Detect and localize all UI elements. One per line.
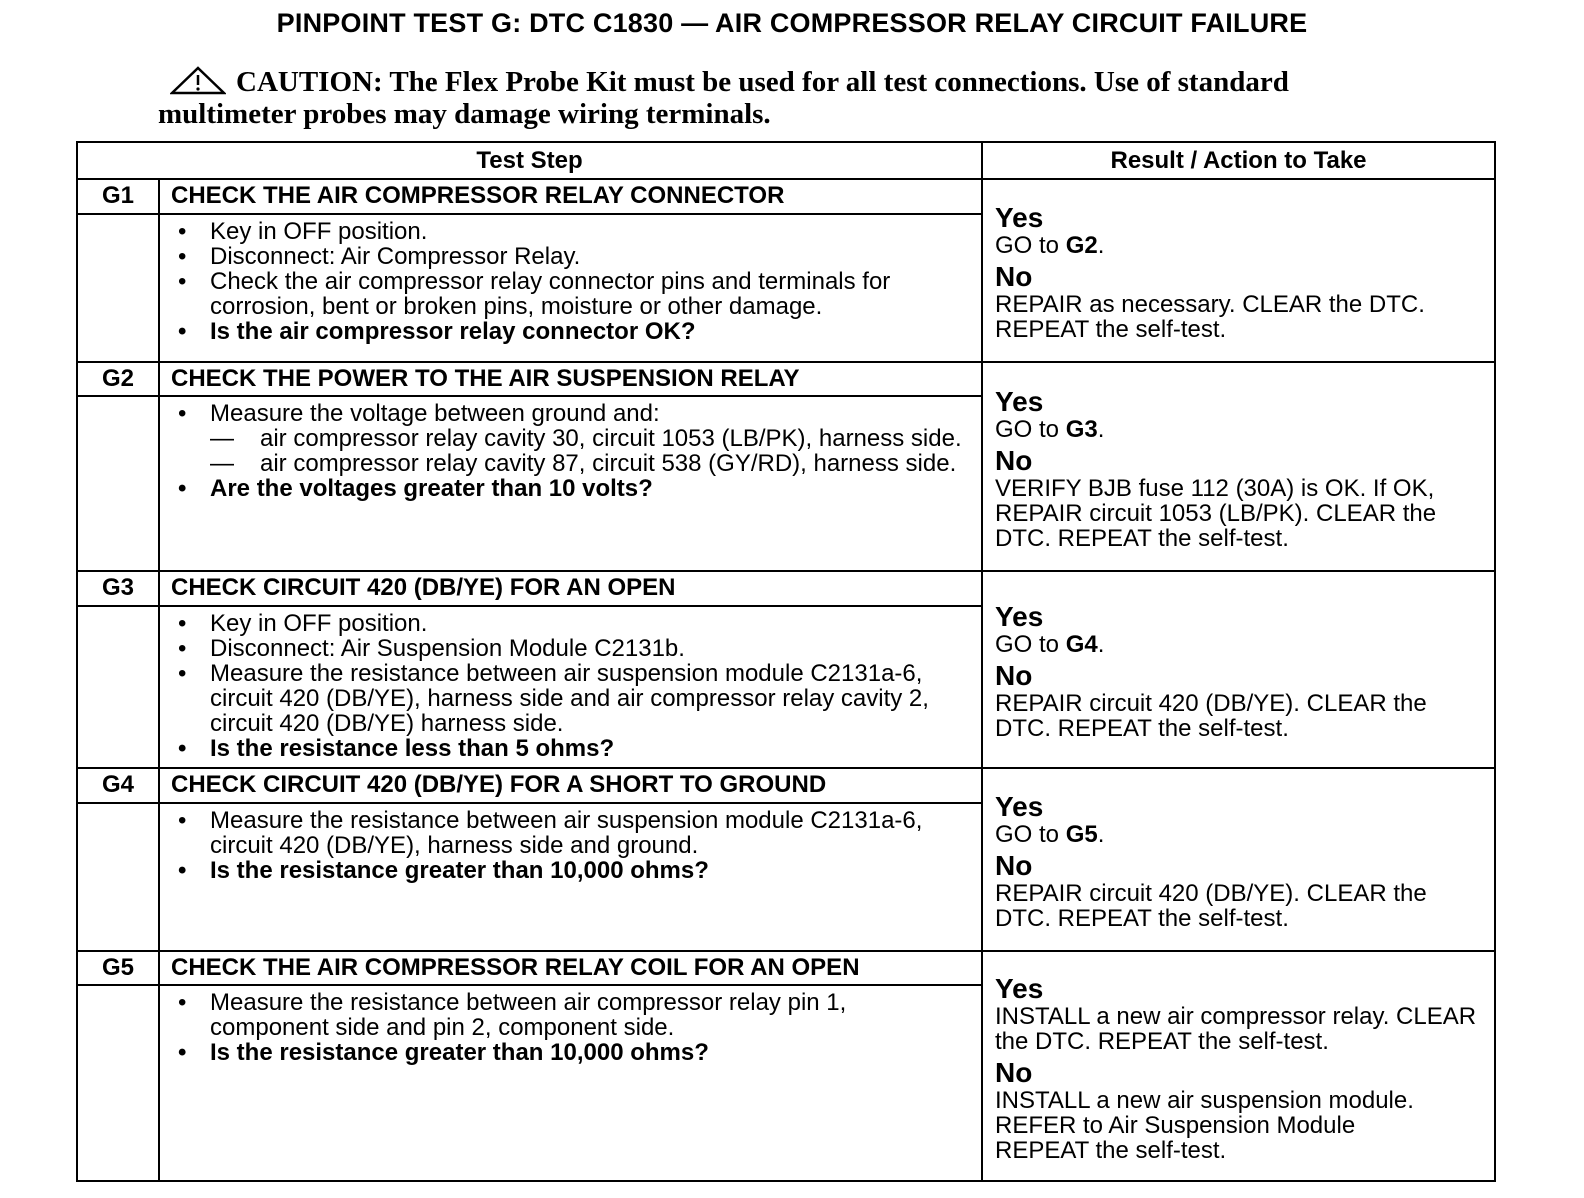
dash-item: — air compressor relay cavity 30, circuit 1053 (LB/PK), harness side. (178, 426, 971, 451)
no-action-line: REPEAT the self-test. (995, 1136, 1227, 1164)
step-heading: CHECK THE POWER TO THE AIR SUSPENSION RELAY (159, 362, 982, 396)
question-item: • Is the resistance greater than 10,000 ohms? (178, 1040, 971, 1065)
no-action: VERIFY BJB fuse 112 (30A) is OK. If OK, REPAIR circuit 1053 (LB/PK). CLEAR the DTC. REPEAT the self-test. (995, 474, 1437, 552)
yes-label: Yes (995, 202, 1044, 233)
warning-triangle-icon (170, 66, 226, 96)
no-action-line: INSTALL a new air suspension module. (995, 1086, 1414, 1114)
no-label: No (995, 850, 1033, 881)
step-heading: CHECK CIRCUIT 420 (DB/YE) FOR AN OPEN (159, 571, 982, 606)
no-action: REPAIR circuit 420 (DB/YE). CLEAR the DTC. REPEAT the self-test. (995, 880, 1427, 932)
bullet-item: • Check the air compressor relay connector pins and terminals for corrosion, bent or broken pins, moisture or other damage. (178, 269, 971, 319)
no-action (995, 1088, 1484, 1163)
step-g4-heading-row (77, 768, 1495, 803)
caution-notice (158, 66, 1358, 130)
yes-action: GO to G2. (995, 232, 1105, 259)
question-item: • Are the voltages greater than 10 volts? (178, 476, 971, 501)
step-g5-result (982, 951, 1495, 1181)
step-g5-instructions (159, 985, 982, 1181)
question-item: • Is the air compressor relay connector OK? (178, 319, 971, 344)
yes-action: GO to G5. (995, 821, 1105, 848)
step-g3-result (982, 571, 1495, 768)
step-heading: CHECK THE AIR COMPRESSOR RELAY COIL FOR AN OPEN (159, 951, 982, 985)
step-g3-heading-row (77, 571, 1495, 606)
result-action-header: Result / Action to Take (982, 142, 1495, 179)
step-heading: CHECK CIRCUIT 420 (DB/YE) FOR A SHORT TO GROUND (159, 768, 982, 803)
yes-label: Yes (995, 972, 1044, 1004)
no-action-line: REFER to Air Suspension Module (995, 1111, 1356, 1139)
step-g4-result (982, 768, 1495, 951)
step-g5-heading-row (77, 951, 1495, 985)
no-label: No (995, 444, 1033, 476)
pinpoint-test-table (76, 141, 1496, 1182)
step-g1-result (982, 179, 1495, 362)
yes-label: Yes (995, 791, 1044, 822)
goto-link: G5 (1065, 821, 1098, 848)
step-g4-instructions (159, 803, 982, 951)
no-action: REPAIR circuit 420 (DB/YE). CLEAR the DTC. REPEAT the self-test. (995, 690, 1427, 742)
question-item: • Is the resistance less than 5 ohms? (178, 736, 971, 761)
no-label: No (995, 1056, 1033, 1088)
bullet-item: • Key in OFF position. (178, 219, 971, 244)
goto-link: G2 (1065, 232, 1098, 259)
step-code: G4 (77, 768, 159, 803)
no-label: No (995, 660, 1033, 691)
yes-action: INSTALL a new air compressor relay. CLEAR the DTC. REPEAT the self-test. (995, 1002, 1477, 1055)
step-heading: CHECK THE AIR COMPRESSOR RELAY CONNECTOR (159, 179, 982, 214)
page-title: PINPOINT TEST G: DTC C1830 — AIR COMPRESSOR RELAY CIRCUIT FAILURE (276, 8, 1308, 38)
no-action: REPAIR as necessary. CLEAR the DTC. REPEAT the self-test. (995, 291, 1425, 343)
bullet-item: • Key in OFF position. (178, 611, 971, 636)
goto-link: G3 (1065, 415, 1098, 443)
bullet-item: • Measure the voltage between ground and: (178, 401, 971, 426)
goto-link: G4 (1065, 631, 1098, 658)
bullet-item: • Measure the resistance between air suspension module C2131a-6, circuit 420 (DB/YE), harness side and ground. (178, 808, 971, 858)
table-header-row (77, 142, 1495, 179)
yes-label: Yes (995, 601, 1044, 632)
step-g2-result (982, 362, 1495, 571)
yes-action: GO to G4. (995, 631, 1105, 658)
question-item: • Is the resistance greater than 10,000 ohms? (178, 858, 971, 883)
dash-item: — air compressor relay cavity 87, circuit 538 (GY/RD), harness side. (178, 451, 971, 476)
no-label: No (995, 261, 1033, 292)
test-step-header: Test Step (77, 142, 982, 179)
yes-action: GO to G3. (995, 415, 1105, 443)
step-g2-instructions (159, 396, 982, 571)
step-code: G3 (77, 571, 159, 606)
step-code: G5 (77, 951, 159, 985)
step-g3-instructions (159, 606, 982, 768)
step-g1-instructions (159, 214, 982, 362)
step-g2-heading-row (77, 362, 1495, 396)
bullet-item: • Disconnect: Air Compressor Relay. (178, 244, 971, 269)
bullet-item: • Disconnect: Air Suspension Module C2131b. (178, 636, 971, 661)
step-code: G2 (77, 362, 159, 396)
caution-text: CAUTION: The Flex Probe Kit must be used for all test connections. Use of standard multimeter probes may damage wiring terminals. (158, 66, 1289, 130)
step-code: G1 (77, 179, 159, 214)
step-g1-heading-row (77, 179, 1495, 214)
yes-label: Yes (995, 385, 1044, 417)
bullet-item: • Measure the resistance between air compressor relay pin 1, component side and pin 2, component side. (178, 990, 971, 1040)
bullet-item: • Measure the resistance between air suspension module C2131a-6, circuit 420 (DB/YE), harness side and air compressor relay cavity 2, circuit 420 (DB/YE) harness side. (178, 661, 971, 736)
